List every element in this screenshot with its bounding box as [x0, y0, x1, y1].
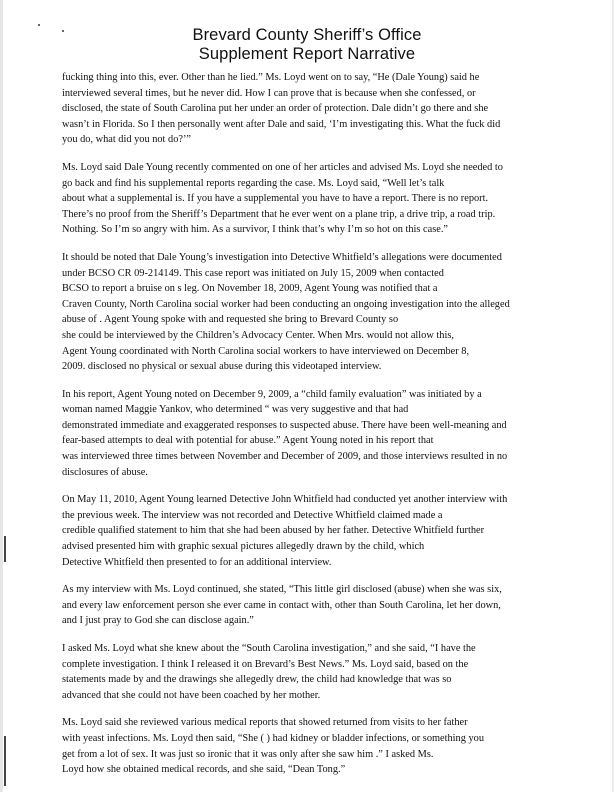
text-line: Ms. Loyd said she reviewed various medical reports that showed returned from visits to her father: [62, 717, 468, 729]
agency-title: Brevard County Sheriff’s Office: [192, 26, 422, 44]
scan-left-edge: [0, 0, 3, 792]
text-line: disclosed, the state of South Carolina put her under an order of protection. Dale didn’t go there and she: [62, 103, 489, 115]
text-line: disclosures of abuse.: [62, 466, 148, 478]
text-line: fucking thing into this, ever. Other than he lied.” Ms. Loyd went on to say, “He (Dale Young) said he: [62, 72, 480, 83]
text-line: 2009. disclosed no physical or sexual abuse during this videotaped interview.: [62, 361, 382, 373]
text-line: with yeast infections. Ms. Loyd then said, “She ( ) had kidney or bladder infections, or something you: [62, 732, 484, 744]
text-line: statements made by and the drawings she allegedly drew, the child had knowledge that was so: [62, 674, 452, 686]
text-line: On May 11, 2010, Agent Young learned Detective John Whitfield had conducted yet another interview with: [62, 494, 508, 506]
binding-mark: [4, 536, 6, 562]
text-line: Craven County, North Carolina social worker had been conducting an ongoing investigation into the alleged: [62, 298, 510, 310]
text-line: the previous week. The interview was not recorded and Detective Whitfield claimed made a: [62, 509, 443, 521]
text-line: Ms. Loyd said Dale Young recently commented on one of her articles and advised Ms. Loyd she needed to: [62, 161, 503, 173]
text-line: abuse of . Agent Young spoke with and requested she bring to Brevard County so: [62, 314, 399, 326]
text-line: Loyd how she obtained medical records, and she said, “Dean Tong.”: [62, 764, 346, 776]
text-line: get from a lot of sex. It was just so ironic that it was only after she saw him .” I asked Ms.: [62, 748, 434, 760]
text-line: credible qualified statement to him that she had been abused by her father. Detective Whitfield further: [62, 525, 485, 537]
narrative-body: [62, 70, 554, 790]
text-line: about what a supplemental is. If you have a supplemental you have to have a report. There is no report.: [62, 193, 489, 205]
binding-mark: [4, 736, 6, 786]
text-line: complete investigation. I think I released it on Brevard’s Best News.” Ms. Loyd said, based on the: [62, 658, 469, 670]
text-line: In his report, Agent Young noted on December 9, 2009, a “child family evaluation” was initiated by a: [62, 388, 482, 400]
text-line: go back and find his supplemental reports regarding the case. Ms. Loyd said, “Well let’s talk: [62, 177, 445, 189]
text-line: interviewed several times, but he never did. How I can prove that is because when she confessed, or: [62, 87, 476, 99]
narrative-paragraph: [62, 492, 554, 570]
report-type-title: Supplement Report Narrative: [198, 45, 416, 63]
text-line: There’s no proof from the Sheriff’s Department that he ever went on a plane trip, a drive trip, a road trip.: [62, 208, 496, 220]
narrative-paragraph: [62, 387, 554, 481]
report-header: [0, 26, 614, 64]
text-line: was interviewed three times between November and December of 2009, and those interviews resulted in no: [62, 451, 508, 463]
text-line: BCSO to report a bruise on s leg. On November 18, 2009, Agent Young was notified that a: [62, 283, 438, 295]
narrative-paragraph: [62, 582, 554, 629]
text-line: and I just pray to God she can disclose again.”: [62, 615, 254, 627]
text-line: wasn’t in Florida. So I then personally went after Dale and said, ‘I’m investigating this. What the fuck did: [62, 118, 501, 130]
narrative-paragraph: [62, 715, 554, 777]
text-line: woman named Maggie Yankov, who determined “ was very suggestive and that had: [62, 404, 409, 416]
narrative-paragraph: [62, 641, 554, 703]
text-line: she could be interviewed by the Children’s Advocacy Center. When Mrs. would not allow this,: [62, 329, 454, 341]
narrative-paragraph: [62, 160, 554, 238]
text-line: Agent Young coordinated with North Carolina social workers to have interviewed on December 8,: [62, 345, 470, 357]
text-line: It should be noted that Dale Young’s investigation into Detective Whitfield’s allegations were documented: [62, 251, 502, 263]
text-line: advised presented him with graphic sexual pictures allegedly drawn by the child, which: [62, 541, 425, 553]
text-line: Nothing. So I’m so angry with him. As a survivor, I think that’s why I’m so hot on this case.”: [62, 224, 449, 236]
text-line: you do, what did you not do?’”: [62, 134, 191, 146]
narrative-paragraph: [62, 70, 554, 148]
narrative-paragraph: [62, 250, 554, 375]
text-line: demonstrated immediate and exaggerated responses to suspected abuse. There have been well-meaning and: [62, 419, 507, 431]
text-line: fear-based attempts to deal with potential for abuse.” Agent Young noted in his report that: [62, 435, 434, 447]
text-line: under BCSO CR 09-214149. This case report was initiated on July 15, 2009 when contacted: [62, 267, 444, 279]
text-line: advanced that she could not have been coached by her mother.: [62, 689, 321, 701]
text-line: I asked Ms. Loyd what she knew about the “South Carolina investigation,” and she said, “I have the: [62, 643, 476, 654]
text-line: Detective Whitfield then presented to for an additional interview.: [62, 556, 332, 568]
text-line: and every law enforcement person she ever came in contact with, other than South Carolina, let her down,: [62, 599, 501, 611]
text-line: As my interview with Ms. Loyd continued, she stated, “This little girl disclosed (abuse) when she was six,: [62, 584, 502, 596]
